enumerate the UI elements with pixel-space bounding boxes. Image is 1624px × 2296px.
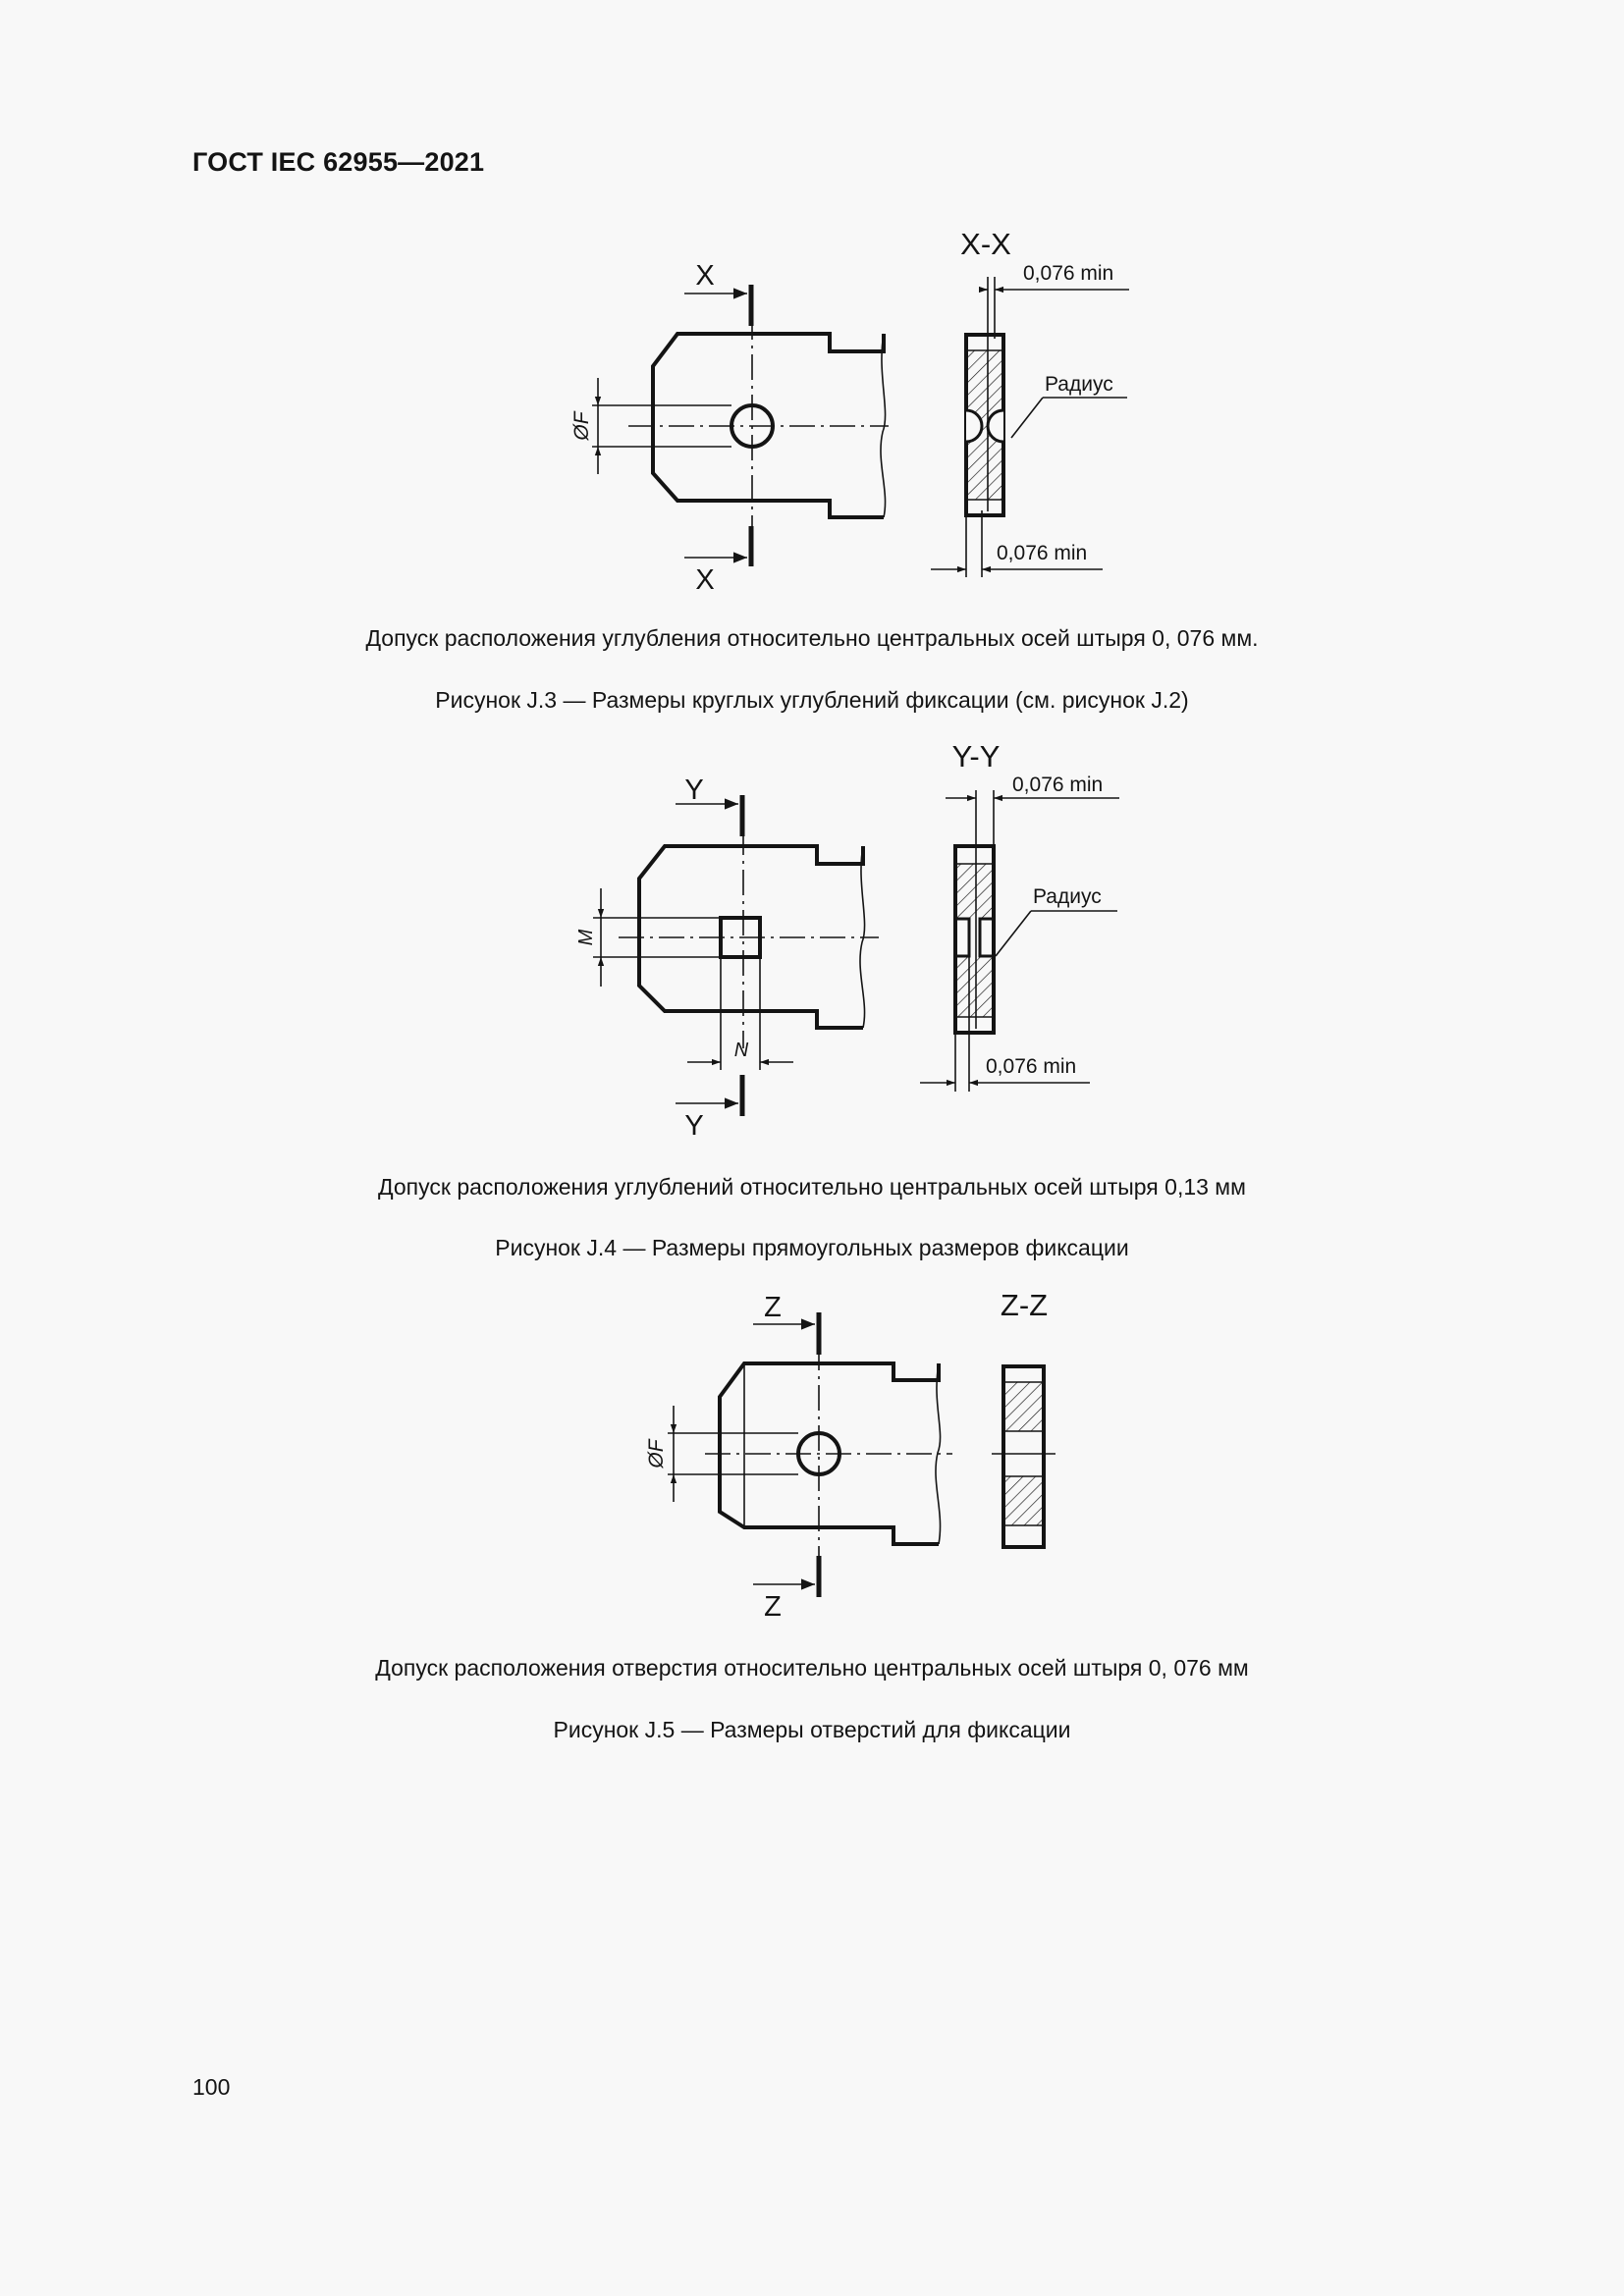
radius-label: Радиус [1045,373,1113,396]
figure-j3-caption: Рисунок J.3 — Размеры круглых углублений фиксации (см. рисунок J.2) [435,687,1189,713]
section-label: Z-Z [1000,1288,1049,1322]
radius-label: Радиус [1033,885,1102,908]
section-view [955,846,994,1033]
min-dimension-bottom: 0,076 min [997,542,1088,564]
figure-j3-note: Допуск расположения углубления относительно центральных осей штыря 0, 076 мм. [365,625,1259,651]
cut-mark-top: Z [764,1292,782,1323]
min-dimension-top: 0,076 min [1023,262,1114,285]
dimension-m-label: M [575,929,597,946]
cut-mark-top: X [695,260,715,292]
diameter-f-label: ØF [570,411,593,441]
dimension-n-label: N [733,1040,749,1061]
section-view [966,335,1003,515]
figure-j5-drawing [0,1276,1624,1649]
section-label: X-X [960,227,1011,261]
min-dimension-bottom: 0,076 min [986,1055,1077,1078]
figure-j3-drawing [0,0,1624,609]
cut-mark-bottom: Z [764,1591,782,1623]
document-header: ГОСТ IEC 62955—2021 [192,147,485,177]
cut-mark-bottom: X [695,564,715,596]
figure-j4-caption: Рисунок J.4 — Размеры прямоугольных размеров фиксации [495,1235,1129,1260]
diameter-f-label: ØF [645,1439,668,1468]
cut-mark-bottom: Y [684,1110,704,1142]
figure-j4-note: Допуск расположения углублений относительно центральных осей штыря 0,13 мм [378,1174,1246,1200]
section-label: Y-Y [951,739,1001,774]
figure-j5-note: Допуск расположения отверстия относительно центральных осей штыря 0, 076 мм [375,1655,1249,1681]
figure-j4-drawing [0,726,1624,1142]
page-number: 100 [192,2074,231,2100]
min-dimension-top: 0,076 min [1012,774,1104,796]
figure-j5-caption: Рисунок J.5 — Размеры отверстий для фиксации [553,1717,1071,1742]
section-view [992,1366,1056,1547]
cut-mark-top: Y [684,774,704,806]
